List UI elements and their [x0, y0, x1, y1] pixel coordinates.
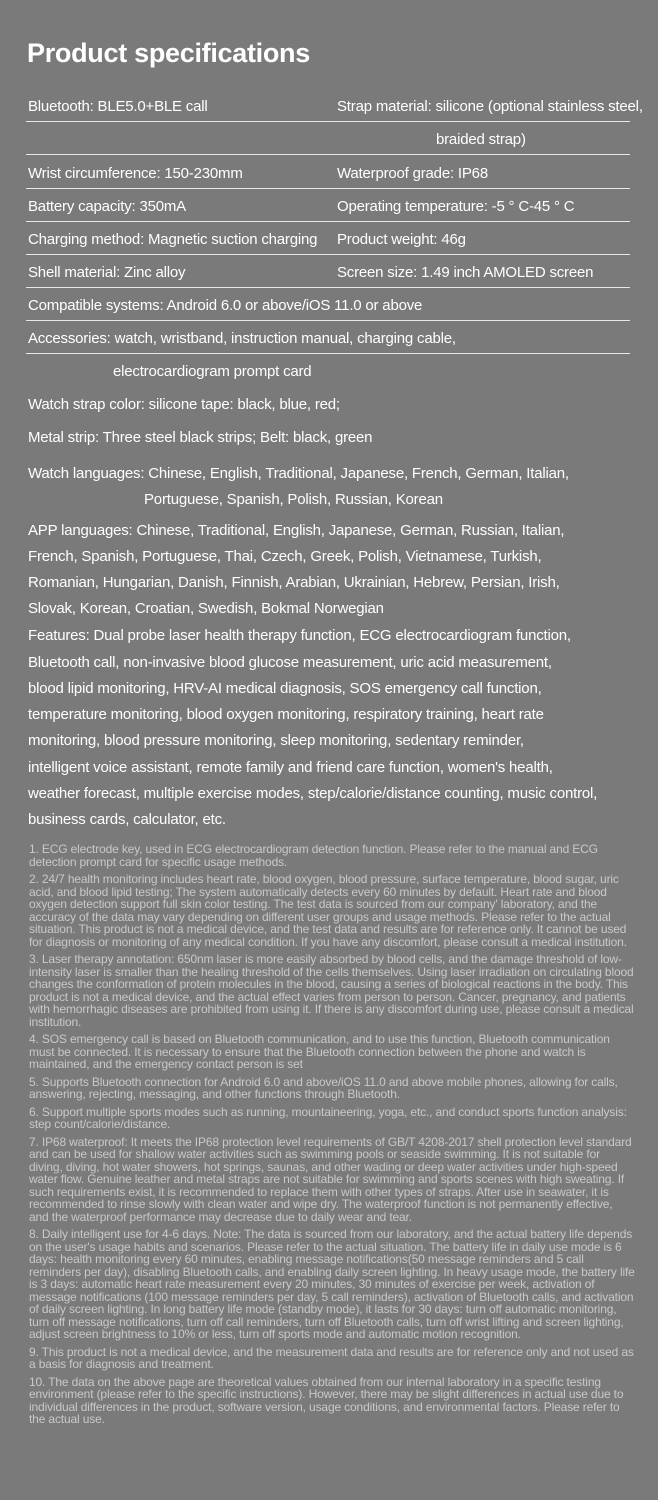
spec-app-languages-cont: Romanian, Hungarian, Danish, Finnish, Arabian, Ukrainian, Hebrew, Persian, Irish, [28, 574, 560, 591]
divider [26, 353, 630, 354]
spec-features-cont: Bluetooth call, non-invasive blood glucose measurement, uric acid measurement, [28, 654, 552, 671]
divider [26, 320, 630, 321]
spec-accessories-cont: electrocardiogram prompt card [113, 363, 312, 380]
spec-product-weight: Product weight: 46g [337, 231, 466, 248]
spec-features-cont: weather forecast, multiple exercise modes, step/calorie/distance counting, music control, [28, 785, 598, 802]
divider [26, 287, 630, 288]
footnote: 6. Support multiple sports modes such as running, mountaineering, yoga, etc., and conduct sports function analysis: step count/calorie/distance. [29, 1104, 627, 1131]
page-title: Product specifications [27, 38, 310, 68]
spec-operating-temperature: Operating temperature: -5 ° C-45 ° C [337, 198, 575, 215]
footnote: 9. This product is not a medical device, and the measurement data and results are for reference only and not used as a basis for diagnosis and treatment. [29, 1344, 634, 1371]
spec-features-cont: monitoring, blood pressure monitoring, sleep monitoring, sedentary reminder, [28, 732, 524, 749]
spec-screen-size: Screen size: 1.49 inch AMOLED screen [337, 264, 594, 281]
spec-charging-method: Charging method: Magnetic suction charging [28, 231, 318, 248]
spec-battery-capacity: Battery capacity: 350mA [28, 198, 186, 215]
footnote: 2. 24/7 health monitoring includes heart rate, blood oxygen, blood pressure, surface temperature, blood sugar, uric acid, and blood lipid testing; The system automatically detects every 60 minutes by default. Heart rate and blood oxygen detection support full skin color testing. The test data is sourced from our company' laboratory, and the accuracy of the data may vary depending on different user groups and usage methods. Please refer to the actual situation. This product is not a medical device, and the test data and results are for reference only. It cannot be used for diagnosis or monitoring of any medical condition. If you have any discomfort, please consult a medical institution. [29, 872, 627, 949]
footnotes [29, 843, 635, 1431]
spec-waterproof-grade: Waterproof grade: IP68 [337, 165, 488, 182]
spec-app-languages: APP languages: Chinese, Traditional, English, Japanese, German, Russian, Italian, [28, 522, 565, 539]
divider [26, 221, 630, 222]
spec-features: Features: Dual probe laser health therapy function, ECG electrocardiogram function, [28, 627, 571, 644]
footnote: 5. Supports Bluetooth connection for Android 6.0 and above/iOS 11.0 and above mobile phones, allowing for calls, answering, rejecting, messaging, and other functions through Bluetooth. [29, 1074, 618, 1101]
spec-app-languages-cont: French, Spanish, Portuguese, Thai, Czech, Greek, Polish, Vietnamese, Turkish, [28, 548, 542, 565]
divider [26, 154, 630, 155]
spec-features-cont: intelligent voice assistant, remote family and friend care function, women's health, [28, 759, 553, 776]
spec-strap-color: Watch strap color: silicone tape: black, blue, red; [28, 396, 340, 413]
spec-wrist-circumference: Wrist circumference: 150-230mm [28, 165, 243, 182]
spec-strap-material-cont: braided strap) [436, 131, 526, 148]
divider [26, 254, 630, 255]
footnote: 7. IP68 waterproof: It meets the IP68 protection level requirements of GB/T 4208-2017 shell protection level standard and can be used for shallow water activities such as swimming pools or seaside swimming. It is not suitable for diving, diving, hot water showers, hot springs, saunas, and other wading or deep water activities under high-speed water flow. Genuine leather and metal straps are not suitable for swimming and sports scenes with high sweating. If such requirements exist, it is recommended to replace them with other types of straps. After use in seawater, it is recommended to rinse slowly with clean water and wipe dry. The waterproof function is not permanently effective, and the waterproof performance may decrease due to daily wear and tear. [29, 1134, 632, 1224]
spec-watch-languages-cont: Portuguese, Spanish, Polish, Russian, Korean [144, 491, 443, 508]
spec-app-languages-cont: Slovak, Korean, Croatian, Swedish, Bokmal Norwegian [28, 600, 384, 617]
footnote: 1. ECG electrode key, used in ECG electrocardiogram detection function. Please refer to the manual and ECG detection prompt card for specific usage methods. [29, 842, 598, 869]
spec-strap-material: Strap material: silicone (optional stainless steel, [337, 98, 643, 115]
spec-accessories: Accessories: watch, wristband, instruction manual, charging cable, [28, 330, 456, 347]
spec-watch-languages: Watch languages: Chinese, English, Traditional, Japanese, French, German, Italian, [28, 465, 569, 482]
spec-features-cont: temperature monitoring, blood oxygen monitoring, respiratory training, heart rate [28, 706, 544, 723]
divider [26, 188, 630, 189]
spec-features-cont: business cards, calculator, etc. [28, 811, 226, 828]
footnote: 4. SOS emergency call is based on Bluetooth communication, and to use this function, Bluetooth communication must be connected. It is necessary to ensure that the Bluetooth connection between the phone and watch is maintained, and the emergency contact person is set [29, 1032, 610, 1071]
divider [26, 121, 630, 122]
spec-features-cont: blood lipid monitoring, HRV-AI medical diagnosis, SOS emergency call function, [28, 680, 542, 697]
footnote: 3. Laser therapy annotation: 650nm laser is more easily absorbed by blood cells, and the damage threshold of low-intensity laser is smaller than the healing threshold of the cells themselves. Using laser irradiation on circulating blood changes the conformation of protein molecules in the blood, causing a series of biological reactions in the body. This product is not a medical device, and the actual effect varies from person to person. Cancer, pregnancy, and patients with hemorrhagic diseases are prohibited from using it. If there is any discomfort during use, please consult a medical institution. [29, 952, 634, 1029]
footnote: 8. Daily intelligent use for 4-6 days. Note: The data is sourced from our laboratory, and the actual battery life depends on the user's usage habits and scenarios. Please refer to the actual situation. The battery life in daily use mode is 6 days: health monitoring every 60 minutes, enabling message notifications(50 message reminders and 5 call reminders per day), disabling Bluetooth calls, and enabling daily screen lighting. In heavy usage mode, the battery life is 3 days: automatic heart rate measurement every 20 minutes, 30 minutes of exercise per week, activation of message notifications (100 message reminders per day, 5 call reminders), activation of Bluetooth calls, and activation of daily screen lighting. In long battery life mode (standby mode), it lasts for 30 days: turn off automatic monitoring, turn off message notifications, turn off call reminders, turn off Bluetooth calls, turn off wrist lifting and screen lighting, adjust screen brightness to 10% or less, turn off sports mode and automatic motion recognition. [29, 1227, 635, 1341]
spec-metal-strip: Metal strip: Three steel black strips; Belt: black, green [28, 429, 373, 446]
spec-shell-material: Shell material: Zinc alloy [28, 264, 186, 281]
footnote: 10. The data on the above page are theoretical values obtained from our internal laboratory in a specific testing environment (please refer to the specific instructions). However, there may be slight differences in actual use due to individual differences in the product, software version, usage conditions, and environmental factors. Please refer to the actual use. [29, 1374, 624, 1426]
spec-compatible-systems: Compatible systems: Android 6.0 or above/iOS 11.0 or above [28, 297, 423, 314]
spec-bluetooth: Bluetooth: BLE5.0+BLE call [28, 98, 208, 115]
